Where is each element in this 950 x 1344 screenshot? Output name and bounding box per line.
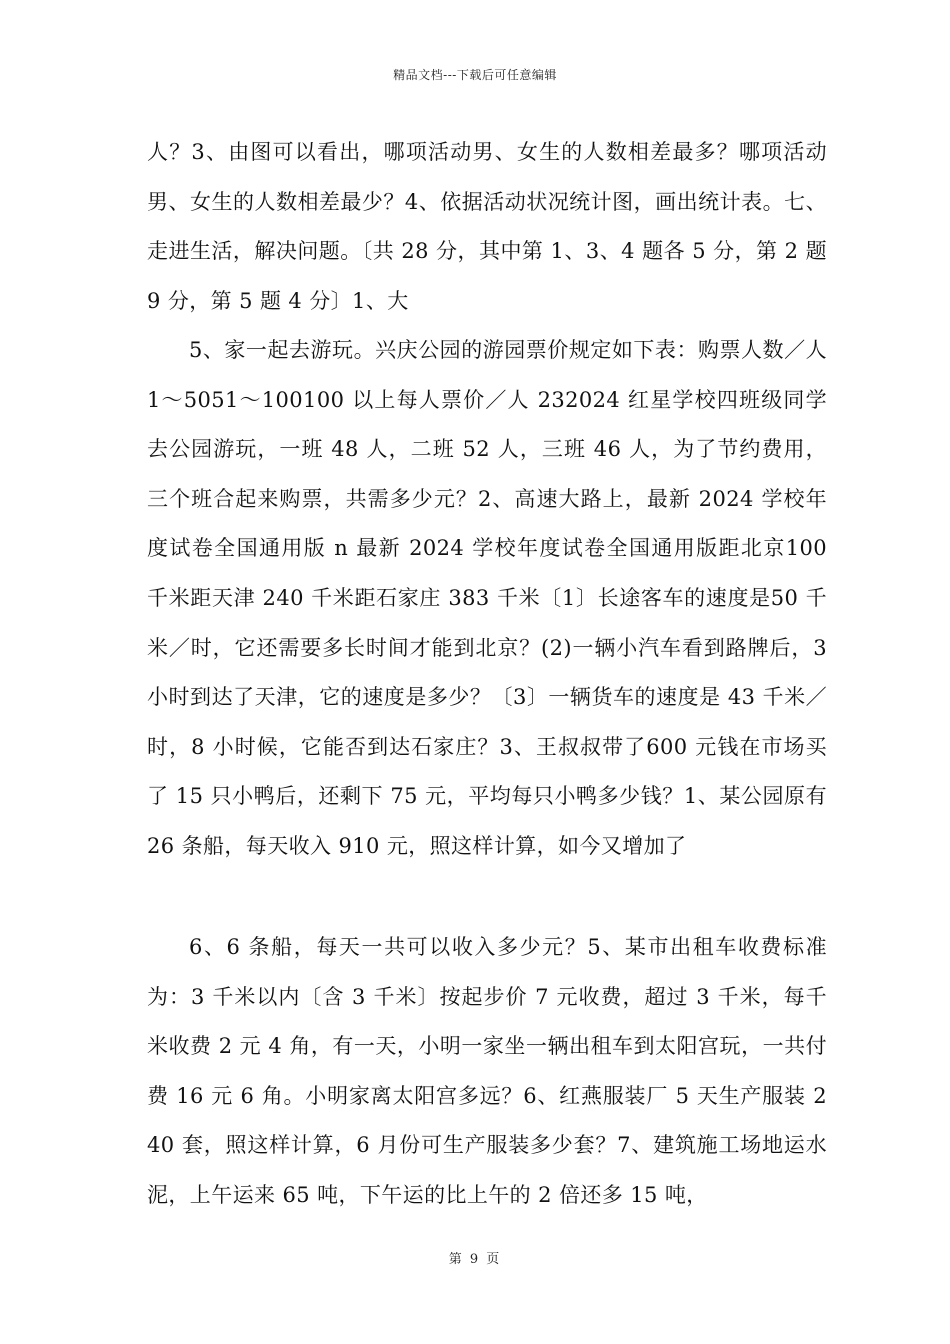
paragraph-3: 6、6 条船，每天一共可以收入多少元？5、某市出租车收费标准为：3 千米以内〔含 3 千米〕按起步价 7 元收费，超过 3 千米，每千米收费 2 元 4 角，有一天，小明一家坐一辆出租车到太阳宫玩，一共付费 16 元 6 角。小明家离太阳宫多远？6、红燕服装厂 5 天生产服装 240 套，照这样计算，6 月份可生产服装多少套？7、建筑施工场地运水泥，上午运来 65 吨，下午运的比上午的 2 倍还多 15 吨， — [147, 935, 827, 1207]
page-number: 第 9 页 — [448, 1252, 502, 1267]
document-body — [147, 128, 827, 1221]
paragraph-2: 5、家一起去游玩。兴庆公园的游园票价规定如下表：购票人数／人 1～5051～100100 以上每人票价／人 232024 红星学校四班级同学去公园游玩，一班 48 人，二班 52 人，三班 46 人，为了节约费用，三个班合起来购票，共需多少元？2、高速大路上，最新 2024 学校年度试卷全国通用版 n 最新 2024 学校年度试卷全国通用版距北京100 千米距天津 240 千米距石家庄 383 千米〔1〕长途客车的速度是50 千米／时，它还需要多长时间才能到北京？(2)一辆小汽车看到路牌后，3 小时到达了天津，它的速度是多少？〔3〕一辆货车的速度是 43 千米／时，8 小时候，它能否到达石家庄？3、王叔叔带了600 元钱在市场买了 15 只小鸭后，还剩下 75 元，平均每只小鸭多少钱？1、某公园原有 26 条船，每天收入 910 元，照这样计算，如今又增加了 — [147, 338, 827, 858]
page-header: 精品文档---下载后可任意编辑 — [393, 68, 557, 82]
paragraph-1: 人？3、由图可以看出，哪项活动男、女生的人数相差最多？哪项活动男、女生的人数相差最少？4、依据活动状况统计图，画出统计表。七、走进生活，解决问题。〔共 28 分，其中第 1、3、4 题各 5 分，第 2 题 9 分，第 5 题 4 分〕1、大 — [147, 140, 827, 313]
